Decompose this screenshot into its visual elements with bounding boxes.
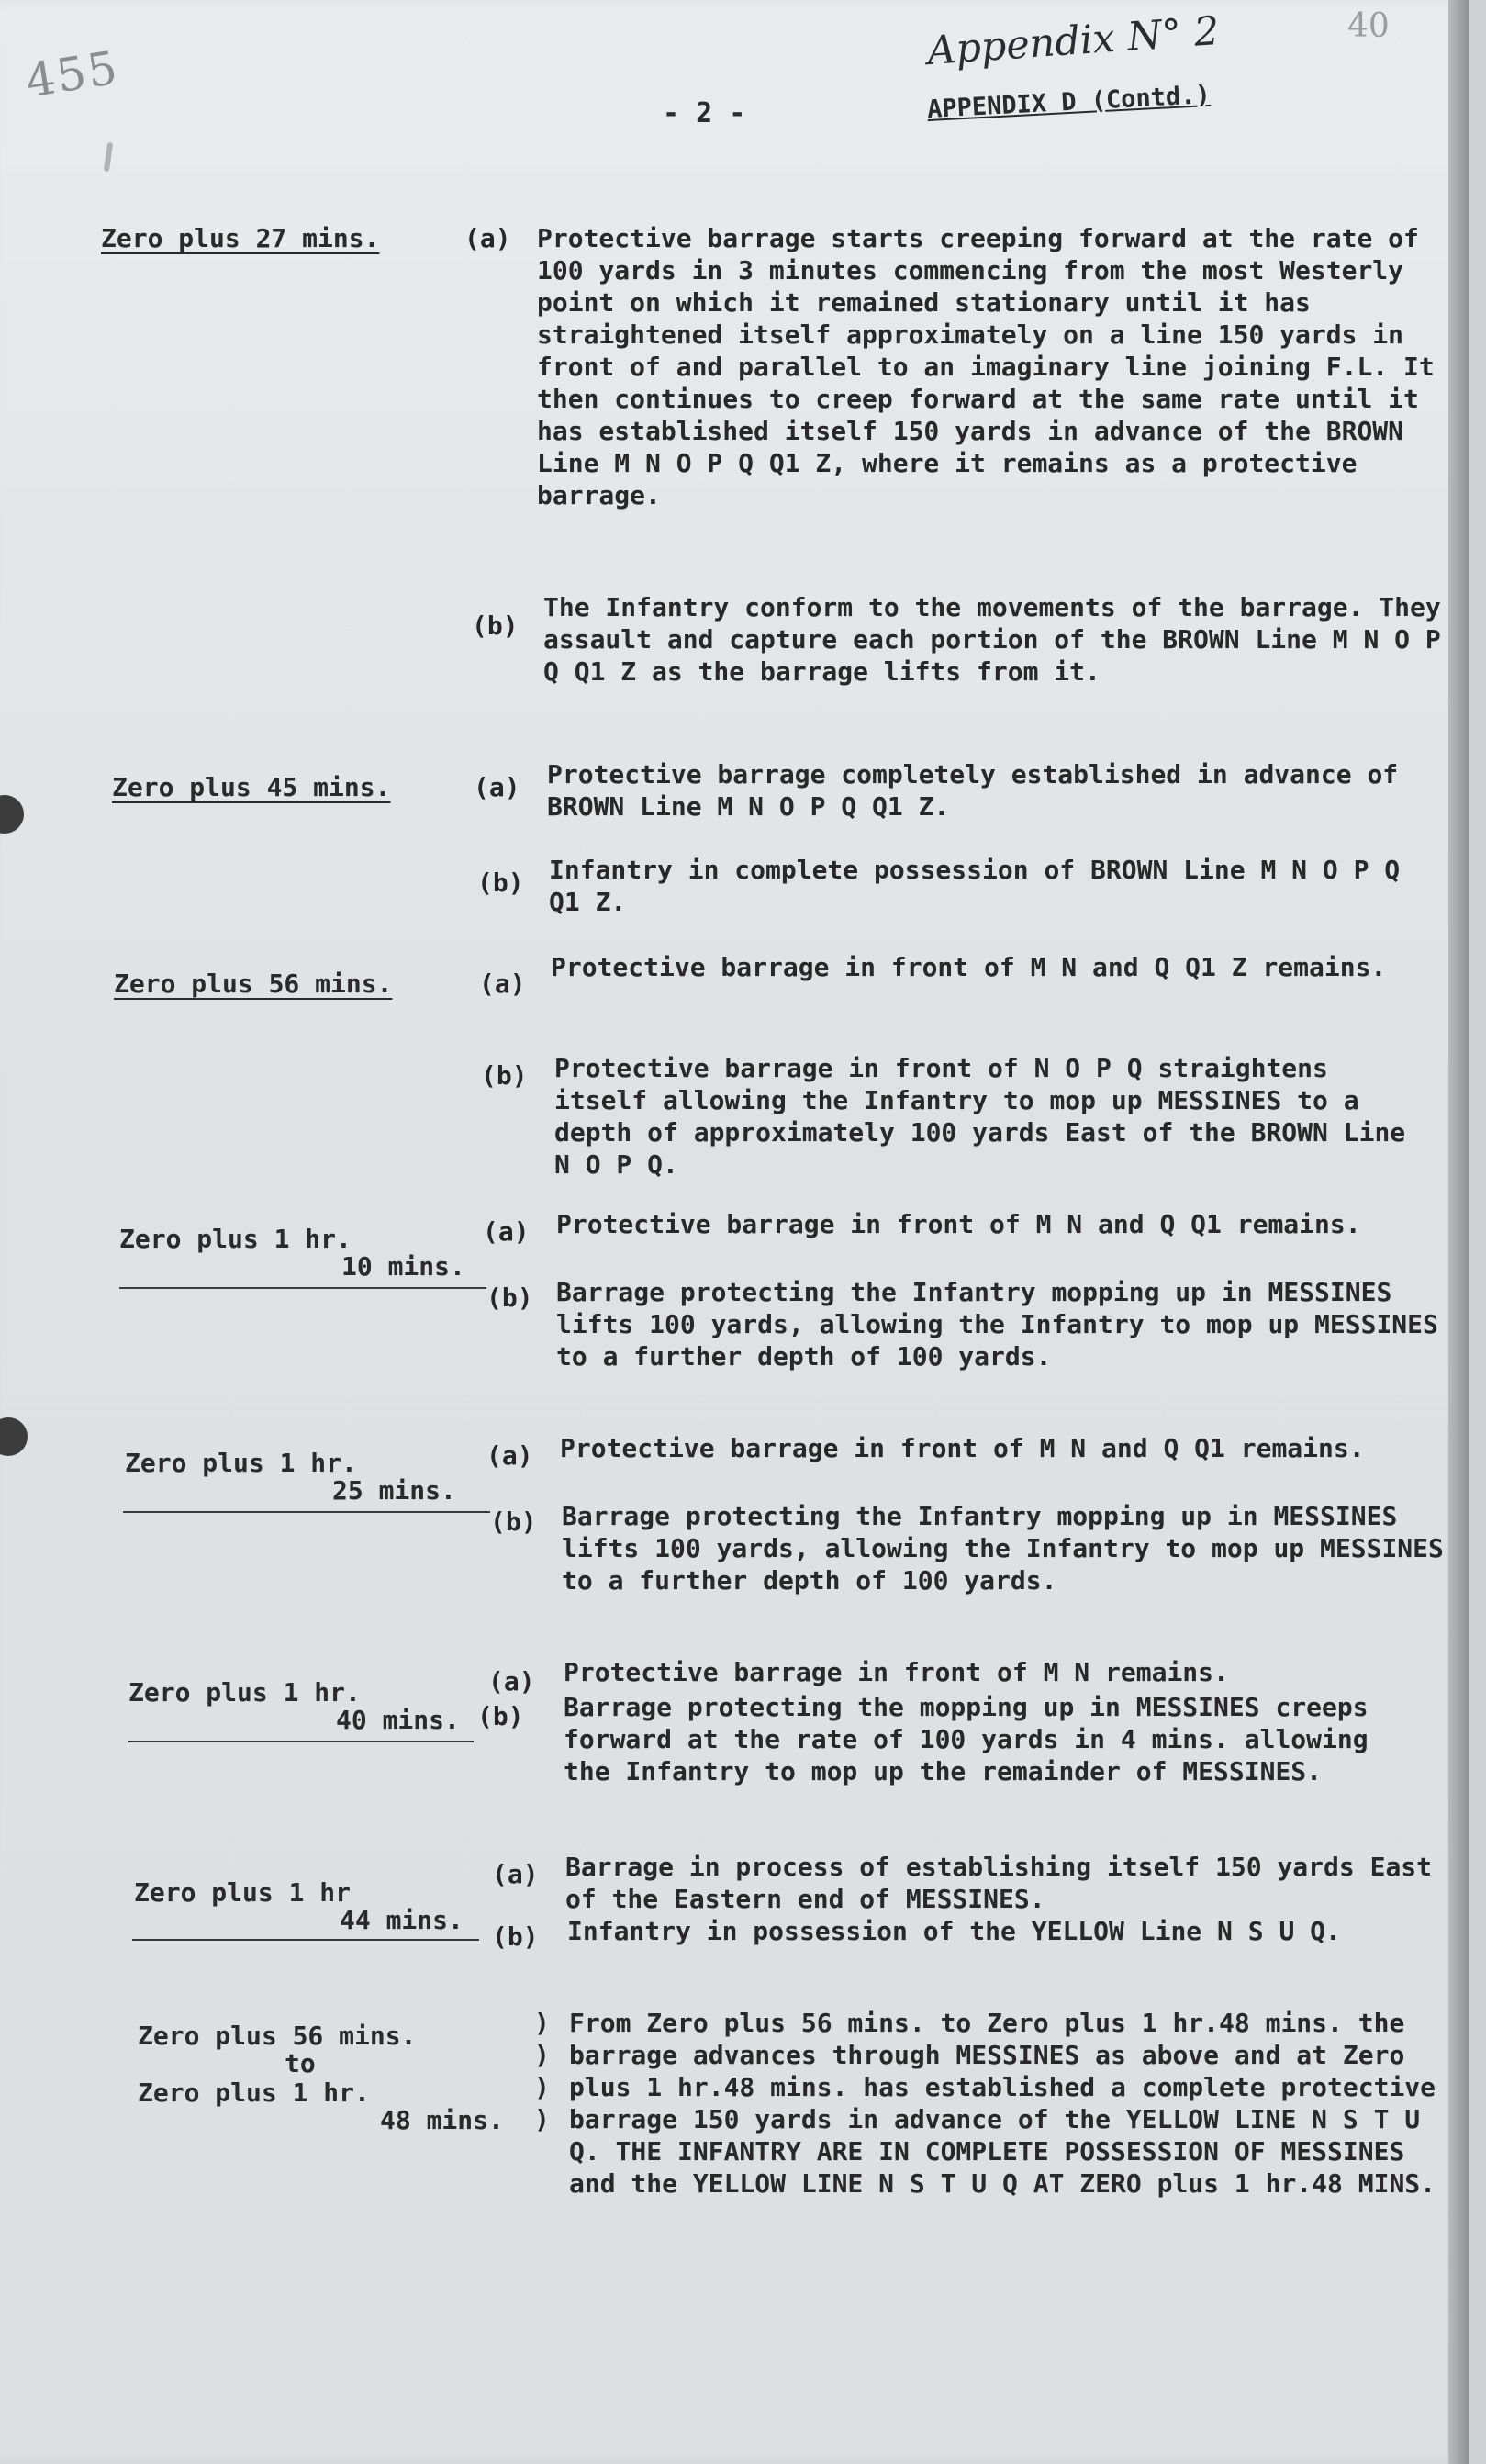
timing-label-line4: 48 mins. <box>380 2105 504 2135</box>
item-marker: (b) <box>477 1701 524 1731</box>
item-marker: (a) <box>479 969 526 999</box>
pencil-folio-number: 455 <box>22 40 123 108</box>
corner-folio-number: 40 <box>1347 7 1390 45</box>
timing-label-line1: Zero plus 56 mins. <box>138 2021 417 2051</box>
timing-label-line2: to <box>285 2048 316 2078</box>
item-marker: (b) <box>472 610 519 641</box>
timing-underline <box>132 1939 479 1941</box>
timing-label-line1: Zero plus 1 hr. <box>119 1224 352 1254</box>
timing-label: Zero plus 56 mins. <box>114 969 393 999</box>
range-bracket: ) ) ) ) <box>534 2008 550 2134</box>
item-text: Protective barrage in front of M N and Q Q1 remains. <box>556 1209 1361 1239</box>
item-text: Protective barrage completely established in advance of BROWN Line M N O P Q Q1 Z. <box>547 759 1399 822</box>
item-marker: (a) <box>488 1666 535 1697</box>
item-marker: (a) <box>492 1859 539 1889</box>
item-text: Barrage protecting the mopping up in MESSINES creeps forward at the rate of 100 yards in 4 mins. allowing the Infantry to mop up the remainder of MESSINES. <box>564 1692 1369 1786</box>
timing-label-line1: Zero plus 1 hr. <box>128 1677 361 1708</box>
item-marker: (a) <box>486 1440 533 1471</box>
item-text: Infantry in possession of the YELLOW Line N S U Q. <box>567 1916 1341 1946</box>
item-text: Infantry in complete possession of BROWN Line M N O P Q Q1 Z. <box>549 855 1401 917</box>
timing-label-line2: 40 mins. <box>336 1705 460 1735</box>
timing-underline <box>119 1287 486 1289</box>
item-text: Barrage protecting the Infantry mopping up in MESSINES lifts 100 yards, allowing the Infantry to mop up MESSINES to a further depth of 100 yards. <box>562 1501 1444 1596</box>
timing-label-line1: Zero plus 1 hr. <box>125 1448 357 1478</box>
item-marker: (b) <box>481 1060 528 1091</box>
timing-label: Zero plus 45 mins. <box>112 772 391 802</box>
item-marker: (a) <box>474 772 520 802</box>
punch-hole <box>0 795 24 834</box>
item-marker: (a) <box>483 1216 530 1247</box>
item-text: Protective barrage in front of M N and Q Q1 remains. <box>560 1433 1365 1463</box>
timing-label-line2: 25 mins. <box>332 1475 456 1506</box>
pencil-mark <box>104 142 113 173</box>
timing-label-line1: Zero plus 1 hr <box>134 1877 352 1908</box>
timing-underline <box>123 1511 490 1513</box>
item-marker: (b) <box>492 1921 539 1952</box>
item-marker: (b) <box>490 1506 537 1537</box>
timing-label: Zero plus 27 mins. <box>101 223 380 253</box>
timing-label-line3: Zero plus 1 hr. <box>138 2078 370 2108</box>
item-marker: (b) <box>486 1282 533 1313</box>
typed-appendix-heading: APPENDIX D (Contd.) <box>926 80 1212 125</box>
item-text: Barrage protecting the Infantry mopping up in MESSINES lifts 100 yards, allowing the Infantry to mop up MESSINES to a further depth of 100 yards. <box>556 1277 1438 1372</box>
item-text: Protective barrage in front of M N remains. <box>564 1657 1229 1687</box>
handwritten-appendix-label: Appendix N° 2 <box>925 7 1221 75</box>
item-text: Protective barrage starts creeping forward at the rate of 100 yards in 3 minutes commencing from the most Westerly point on which it remained stationary until it has straightened itself approximately on a line 150 yards in front of and parallel to an imaginary line joining F.L. It then continues to creep forward at the same rate until it has established itself 150 yards in advance of the BROWN Line M N O P Q Q1 Z, where it remains as a protective barrage. <box>537 223 1435 510</box>
timing-label-line2: 10 mins. <box>341 1251 465 1282</box>
timing-label-line2: 44 mins. <box>340 1905 464 1935</box>
item-text: The Infantry conform to the movements of the barrage. They assault and capture each portion of the BROWN Line M N O P Q Q1 Z as the barrage lifts from it. <box>543 592 1441 687</box>
item-text: Protective barrage in front of N O P Q straightens itself allowing the Infantry to mop up MESSINES to a depth of approximately 100 yards East of the BROWN Line N O P Q. <box>554 1053 1406 1180</box>
item-marker: (b) <box>477 868 524 898</box>
item-text: Protective barrage in front of M N and Q Q1 Z remains. <box>551 952 1387 982</box>
item-marker: (a) <box>464 223 511 253</box>
item-text: From Zero plus 56 mins. to Zero plus 1 hr.48 mins. the barrage advances through MESSINES as above and at Zero plus 1 hr.48 mins. has established a complete protective barrage 150 yards in advance of the YELLOW LINE N S T U Q. THE INFANTRY ARE IN COMPLETE POSSESSION OF MESSINES and the YELLOW LINE N S T U Q AT ZERO plus 1 hr.48 MINS. <box>569 2008 1436 2199</box>
page-number: - 2 - <box>663 97 746 129</box>
punch-hole <box>0 1417 28 1456</box>
timing-underline <box>128 1741 474 1742</box>
item-text: Barrage in process of establishing itself 150 yards East of the Eastern end of MESSINES. <box>565 1852 1433 1914</box>
